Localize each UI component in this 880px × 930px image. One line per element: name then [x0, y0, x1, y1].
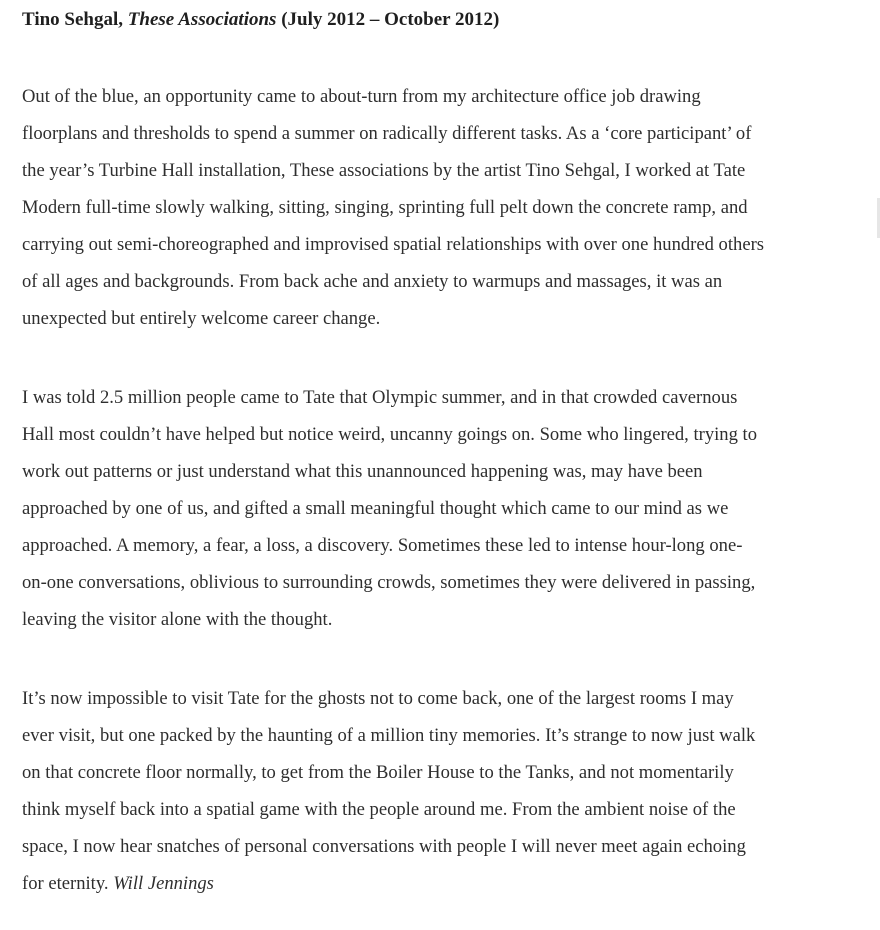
- paragraph-line: work out patterns or just understand what this unannounced happening was, may have been: [22, 461, 703, 482]
- paragraph-line: It’s now impossible to visit Tate for the ghosts not to come back, one of the largest rooms I may: [22, 688, 734, 709]
- paragraph-line: the year’s Turbine Hall installation, These associations by the artist Tino Sehgal, I worked at Tate: [22, 160, 746, 181]
- paragraph-line: approached. A memory, a fear, a loss, a discovery. Sometimes these led to intense hour-long one-: [22, 535, 743, 556]
- heading-dates: (July 2012 – October 2012): [281, 9, 500, 30]
- paragraph-line: Hall most couldn’t have helped but notice weird, uncanny goings on. Some who lingered, trying to: [22, 424, 758, 445]
- heading-work-title: These Associations: [127, 9, 277, 30]
- paragraph-line: Modern full-time slowly walking, sitting, singing, sprinting full pelt down the concrete ramp, and: [22, 197, 748, 218]
- paragraph-line: leaving the visitor alone with the thought.: [22, 609, 333, 630]
- paragraph-line: carrying out semi-choreographed and improvised spatial relationships with over one hundred others: [22, 234, 764, 255]
- scrollbar[interactable]: [876, 0, 880, 930]
- heading-artist: Tino Sehgal,: [22, 9, 124, 30]
- article-heading: [22, 8, 499, 32]
- paragraph-line: space, I now hear snatches of personal conversations with people I will never meet again echoing: [22, 836, 746, 857]
- paragraph-line: on-one conversations, oblivious to surrounding crowds, sometimes they were delivered in passing,: [22, 572, 756, 593]
- paragraph-2: [22, 379, 867, 638]
- paragraph-last-line-text: for eternity.: [22, 873, 114, 894]
- paragraph-line: of all ages and backgrounds. From back ache and anxiety to warmups and massages, it was an: [22, 271, 723, 292]
- paragraph-line: Out of the blue, an opportunity came to about-turn from my architecture office job drawing: [22, 86, 701, 107]
- paragraph-3: [22, 680, 867, 902]
- paragraph-line: I was told 2.5 million people came to Tate that Olympic summer, and in that crowded cavernous: [22, 387, 738, 408]
- paragraph-line: floorplans and thresholds to spend a summer on radically different tasks. As a ‘core participant’ of: [22, 123, 752, 144]
- paragraph-line: ever visit, but one packed by the haunting of a million tiny memories. It’s strange to now just walk: [22, 725, 756, 746]
- paragraph-line: approached by one of us, and gifted a small meaningful thought which came to our mind as we: [22, 498, 729, 519]
- paragraph-1: [22, 78, 867, 337]
- paragraph-line: unexpected but entirely welcome career change.: [22, 308, 381, 329]
- author-name: Will Jennings: [113, 873, 214, 894]
- paragraph-line: on that concrete floor normally, to get from the Boiler House to the Tanks, and not momentarily: [22, 762, 734, 783]
- paragraph-last-line: [22, 865, 867, 902]
- paragraph-line: think myself back into a spatial game with the people around me. From the ambient noise of the: [22, 799, 736, 820]
